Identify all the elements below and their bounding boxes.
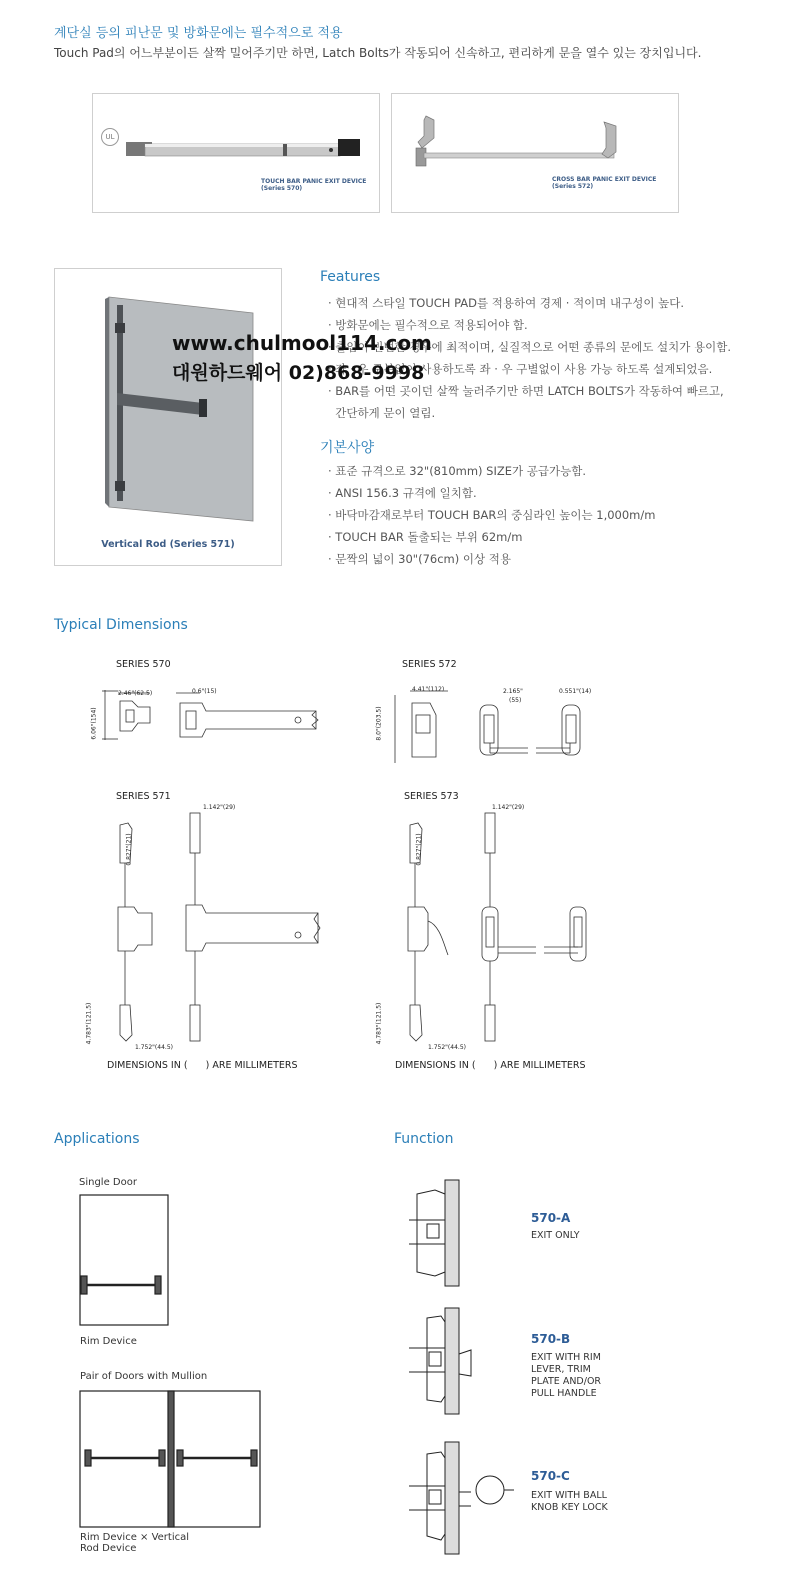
intro-title: 계단실 등의 피난문 및 방화문에는 필수적으로 적용: [54, 26, 343, 41]
features-heading: Features: [320, 269, 381, 285]
dim-label: 0.551"(14): [559, 688, 592, 695]
dim-label: 8.0"(203.5): [375, 706, 383, 741]
features-item: · 현대적 스타일 TOUCH PAD를 적용하여 경제 · 적이며 내구성이 높다.: [328, 296, 685, 310]
dim-label: 1.142"(29): [203, 804, 236, 811]
product-caption-572: CROSS BAR PANIC EXIT DEVICE (Series 572): [552, 176, 657, 190]
features-item: 간단하게 문이 열림.: [328, 406, 436, 420]
function-line: PLATE AND/OR: [531, 1376, 602, 1387]
dim-label: 4.41"(112): [412, 686, 445, 693]
watermark-url: www.chulmool114.com: [172, 331, 432, 355]
spec-item: · 표준 규격으로 32"(810mm) SIZE가 공급가능함.: [328, 464, 586, 478]
dim-label: 0.6"(15): [192, 688, 217, 695]
dim-label: 2.165": [503, 688, 523, 695]
ul-logo: UL: [101, 128, 119, 146]
function-desc-570c: [531, 1490, 608, 1514]
function-code-570a: 570-A: [531, 1211, 571, 1225]
dimensions-heading: Typical Dimensions: [54, 617, 188, 633]
function-heading: Function: [394, 1131, 454, 1147]
function-drawings: [405, 1180, 471, 1560]
single-door-label: Single Door: [79, 1177, 137, 1188]
function-code-570c: 570-C: [531, 1469, 570, 1483]
door-caption: Vertical Rod (Series 571): [101, 539, 235, 550]
features-item: · BAR를 어떤 곳이던 살짝 눌러주기만 하면 LATCH BOLTS가 작동하여 빠르고,: [328, 384, 724, 398]
series-573-label: SERIES 573: [404, 791, 459, 802]
dimensions-note-left: DIMENSIONS IN ( ) ARE MILLIMETERS: [107, 1060, 298, 1071]
function-line: EXIT WITH BALL: [531, 1490, 607, 1501]
intro-subtitle: Touch Pad의 어느부분이든 살짝 밀어주기만 하면, Latch Bolts가 작동되어 신속하고, 편리하게 문을 열수 있는 장치입니다.: [54, 46, 702, 60]
touch-bar-illustration: [123, 134, 368, 164]
dim-label: 2.46"(62.5): [118, 690, 153, 697]
function-line: LEVER, TRIM: [531, 1364, 591, 1375]
spec-list: [328, 460, 655, 570]
dimensions-note-right: DIMENSIONS IN ( ) ARE MILLIMETERS: [395, 1060, 586, 1071]
features-item: · 좌 · 우 구분없이 사용하도록 좌 · 우 구별없이 사용 가능 하도록 설계되었음.: [328, 362, 713, 376]
door-illustration: [103, 291, 263, 521]
cross-bar-illustration: [404, 112, 624, 172]
function-desc-570b: [531, 1352, 601, 1400]
function-line: PULL HANDLE: [531, 1388, 597, 1399]
rim-device-label: Rim Device: [80, 1336, 137, 1347]
series-571-label: SERIES 571: [116, 791, 171, 802]
applications-heading: Applications: [54, 1131, 140, 1147]
function-line: EXIT WITH RIM: [531, 1352, 601, 1363]
spec-item: · 문짝의 넓이 30"(76cm) 이상 적용: [328, 552, 511, 566]
features-item: · 출입이 빈번한 경우에 최적이며, 실질적으로 어떤 종류의 문에도 설치가 용이함.: [328, 340, 732, 354]
function-line: EXIT ONLY: [531, 1230, 580, 1241]
spec-item: · TOUCH BAR 돌출되는 부위 62m/m: [328, 530, 523, 544]
pair-doors-label: Pair of Doors with Mullion: [80, 1371, 208, 1382]
spec-heading: 기본사양: [320, 440, 375, 456]
dim-label: 1.142"(29): [492, 804, 525, 811]
pair-doors-drawing: [79, 1390, 261, 1530]
dimensions-drawing: [90, 685, 630, 1065]
single-door-drawing: [79, 1194, 171, 1328]
combo-label-1: Rim Device × Vertical: [80, 1532, 190, 1543]
dim-label: (55): [509, 697, 522, 704]
dim-label: 1.752"(44.5): [428, 1044, 466, 1051]
series-572-label: SERIES 572: [402, 659, 457, 670]
ball-knob-icon: [470, 1470, 518, 1518]
product-image-570: [92, 93, 380, 213]
dim-label: 6.06"(154): [90, 707, 98, 740]
dim-label: 0.827"(21): [125, 833, 133, 866]
dim-label: 4.783"(121.5): [375, 1002, 383, 1045]
spec-item: · ANSI 156.3 규격에 일치함.: [328, 486, 477, 500]
features-item: · 방화문에는 필수적으로 적용되어야 함.: [328, 318, 528, 332]
dim-label: 4.783"(121.5): [85, 1002, 93, 1045]
product-image-572: [391, 93, 679, 213]
combo-label-2: Rod Device: [80, 1543, 137, 1554]
product-caption-570: TOUCH BAR PANIC EXIT DEVICE (Series 570): [261, 178, 367, 192]
watermark-phone: 대원하드웨어 02)868-9998: [172, 362, 425, 384]
function-line: KNOB KEY LOCK: [531, 1502, 608, 1513]
dim-label: 1.752"(44.5): [135, 1044, 173, 1051]
function-code-570b: 570-B: [531, 1332, 571, 1346]
dim-label: 0.827"(21): [415, 833, 423, 866]
spec-item: · 바닥마감재로부터 TOUCH BAR의 중심라인 높이는 1,000m/m: [328, 508, 656, 522]
function-desc-570a: [531, 1230, 580, 1242]
vertical-rod-image: [54, 268, 282, 566]
series-570-label: SERIES 570: [116, 659, 171, 670]
